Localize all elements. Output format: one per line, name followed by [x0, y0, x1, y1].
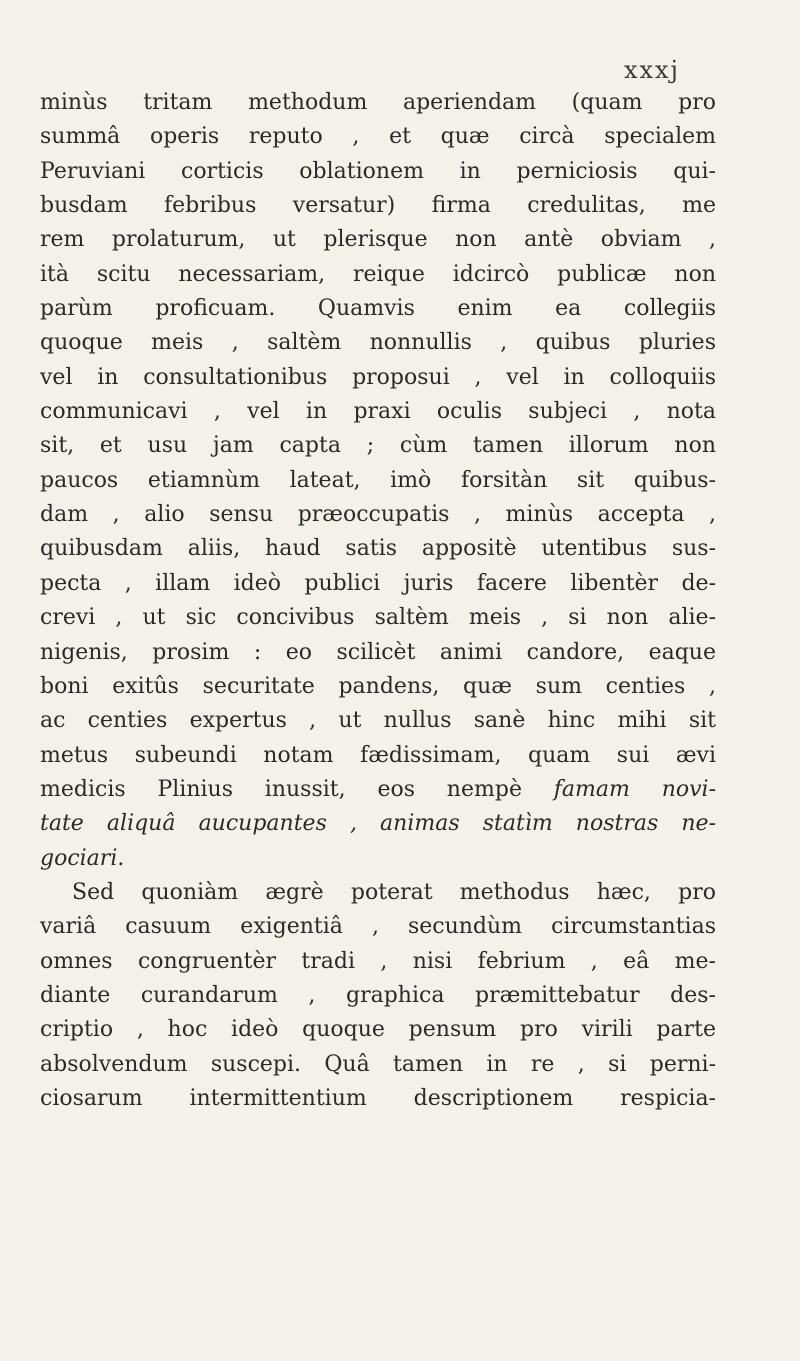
text-line-21: [40, 773, 716, 807]
text-line-7: parùm proficuam. Quamvis enim ea collegiis: [40, 296, 716, 322]
text-line-25: variâ casuum exigentiâ , secundùm circumstantias: [40, 914, 716, 940]
text-line-17: nigenis, prosim : eo scilicèt animi candore, eaque: [40, 639, 716, 665]
text-line-16: crevi , ut sic concivibus saltèm meis , si non alie-: [40, 605, 716, 631]
text-line-10: communicavi , vel in praxi oculis subjeci , nota: [40, 399, 716, 425]
text-line-11: sit, et usu jam capta ; cùm tamen illorum non: [40, 433, 716, 459]
text-line-15: pecta , illam ideò publici juris facere libentèr de-: [40, 570, 716, 596]
text-line-3: Peruviani corticis oblationem in perniciosis qui-: [40, 158, 716, 184]
page-number: xxxj: [623, 56, 680, 84]
text-line-21-roman: medicis Plinius inussit, eos nempè: [40, 776, 554, 802]
text-line-24: Sed quoniàm ægrè poterat methodus hæc, pro: [72, 879, 716, 905]
text-line-28: criptio , hoc ideò quoque pensum pro virili parte: [40, 1017, 716, 1043]
text-line-6: ità scitu necessariam, reique idcircò publicæ non: [40, 261, 716, 287]
text-line-12: paucos etiamnùm lateat, imò forsitàn sit quibus-: [40, 467, 716, 493]
text-line-22: tate aliquâ aucupantes , animas statìm nostras ne-: [40, 811, 716, 837]
text-line-23: gociari.: [40, 845, 125, 871]
text-line-21-italic: famam novi-: [553, 776, 717, 802]
text-line-9: vel in consultationibus proposui , vel in colloquiis: [40, 364, 716, 390]
text-line-5: rem prolaturum, ut plerisque non antè obviam ,: [40, 227, 716, 253]
text-line-26: omnes congruentèr tradi , nisi febrium , eâ me-: [40, 948, 716, 974]
body-text: [40, 86, 716, 1116]
text-line-30: ciosarum intermittentium descriptionem respicia-: [40, 1085, 716, 1111]
text-line-13: dam , alio sensu præoccupatis , minùs accepta ,: [40, 502, 716, 528]
text-line-29: absolvendum suscepi. Quâ tamen in re , si perni-: [40, 1051, 716, 1077]
text-line-14: quibusdam aliis, haud satis appositè utentibus sus-: [40, 536, 716, 562]
text-line-19: ac centies expertus , ut nullus sanè hinc mihi sit: [40, 708, 716, 734]
text-line-2: summâ operis reputo , et quæ circà specialem: [40, 124, 716, 150]
text-line-20: metus subeundi notam fædissimam, quam sui ævi: [40, 742, 716, 768]
text-line-27: diante curandarum , graphica præmittebatur des-: [40, 982, 716, 1008]
text-line-18: boni exitûs securitate pandens, quæ sum centies ,: [40, 673, 716, 699]
text-line-4: busdam febribus versatur) firma credulitas, me: [40, 193, 716, 219]
text-line-8: quoque meis , saltèm nonnullis , quibus pluries: [40, 330, 716, 356]
text-line-1: minùs tritam methodum aperiendam (quam pro: [40, 90, 716, 115]
